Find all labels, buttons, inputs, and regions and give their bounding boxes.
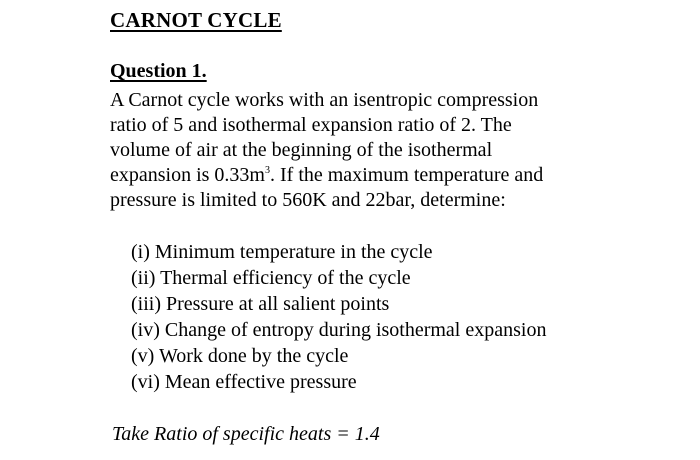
task-item-5: (v) Work done by the cycle (131, 345, 349, 367)
question-line-5: pressure is limited to 560K and 22bar, determine: (110, 189, 506, 211)
question-line-4 (110, 164, 543, 187)
question-line-4-end: . If the maximum temperature and (270, 164, 544, 186)
question-line-3: volume of air at the beginning of the isothermal (110, 139, 493, 161)
specific-heats-note: Take Ratio of specific heats = 1.4 (112, 423, 380, 445)
volume-unit-superscript: 3 (265, 165, 270, 176)
document-title: CARNOT CYCLE (110, 8, 282, 32)
question-line-2: ratio of 5 and isothermal expansion ratio of 2. The (110, 114, 512, 136)
question-heading: Question 1. (110, 60, 207, 82)
task-item-6: (vi) Mean effective pressure (131, 371, 357, 393)
question-line-4-start: expansion is 0.33m (110, 164, 265, 186)
question-line-1: A Carnot cycle works with an isentropic compression (110, 89, 539, 111)
task-item-2: (ii) Thermal efficiency of the cycle (131, 267, 411, 289)
task-item-4: (iv) Change of entropy during isothermal expansion (131, 319, 547, 341)
task-item-1: (i) Minimum temperature in the cycle (131, 241, 433, 263)
task-item-3: (iii) Pressure at all salient points (131, 293, 390, 315)
